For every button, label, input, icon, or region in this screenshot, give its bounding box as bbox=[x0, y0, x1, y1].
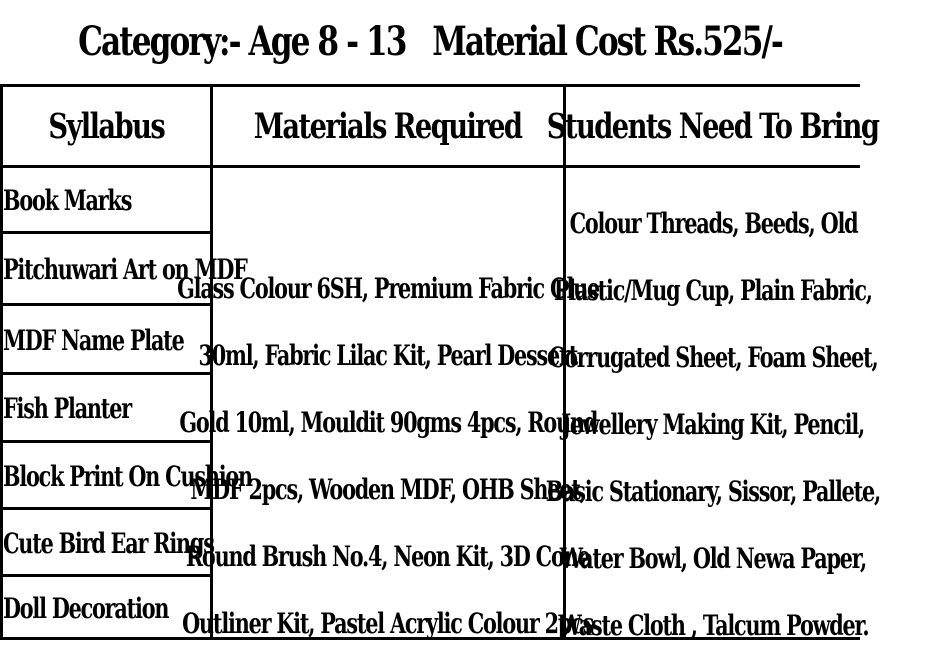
materials-line: Round Brush No.4, Neon Kit, 3D Cone bbox=[186, 540, 590, 573]
column-header-syllabus-label: Syllabus bbox=[48, 105, 165, 147]
title-divider bbox=[0, 84, 860, 87]
bring-line: Plastic/Mug Cup, Plain Fabric, bbox=[554, 274, 872, 307]
bring-line: Basic Stationary, Sissor, Pallete, bbox=[545, 475, 881, 508]
syllabus-item: Pitchuwari Art on MDF bbox=[3, 252, 247, 286]
column-header-bring bbox=[547, 88, 879, 164]
column-header-syllabus bbox=[3, 88, 210, 164]
syllabus-item: Fish Planter bbox=[3, 391, 131, 425]
syllabus-item: Book Marks bbox=[3, 183, 132, 217]
column-header-materials-label: Materials Required bbox=[254, 105, 522, 147]
column-header-materials bbox=[213, 88, 563, 164]
column-header-bring-label: Students Need To Bring bbox=[547, 105, 879, 147]
materials-line: Gold 10ml, Mouldit 90gms 4pcs, Round bbox=[179, 406, 597, 439]
syllabus-item: Block Print On Cushion bbox=[3, 459, 252, 493]
bring-line: Jewellery Making Kit, Pencil, bbox=[561, 408, 865, 441]
bring-cell bbox=[545, 190, 881, 659]
materials-line: MDF 2pcs, Wooden MDF, OHB Sheet, bbox=[190, 473, 586, 506]
bring-line: Corrugated Sheet, Foam Sheet, bbox=[548, 341, 878, 374]
bring-line: Waste Cloth , Talcum Powder. bbox=[558, 609, 868, 642]
materials-line: Glass Colour 6SH, Premium Fabric Glue bbox=[177, 272, 599, 305]
syllabus-item: MDF Name Plate bbox=[3, 323, 184, 357]
materials-line: Outliner Kit, Pastel Acrylic Colour 2pcs bbox=[182, 607, 594, 640]
bring-line: Water Bowl, Old Newa Paper, bbox=[559, 542, 867, 575]
materials-line: 30ml, Fabric Lilac Kit, Pearl Dessert bbox=[198, 339, 578, 372]
syllabus-item: Doll Decoration bbox=[3, 591, 169, 625]
bring-line: Colour Threads, Beeds, Old bbox=[569, 207, 857, 240]
page-title: Category:- Age 8 - 13 Material Cost Rs.525/- bbox=[78, 17, 782, 65]
row-divider bbox=[0, 231, 212, 234]
header-divider bbox=[0, 165, 860, 168]
syllabus-item: Cute Bird Ear Rings bbox=[3, 526, 214, 560]
